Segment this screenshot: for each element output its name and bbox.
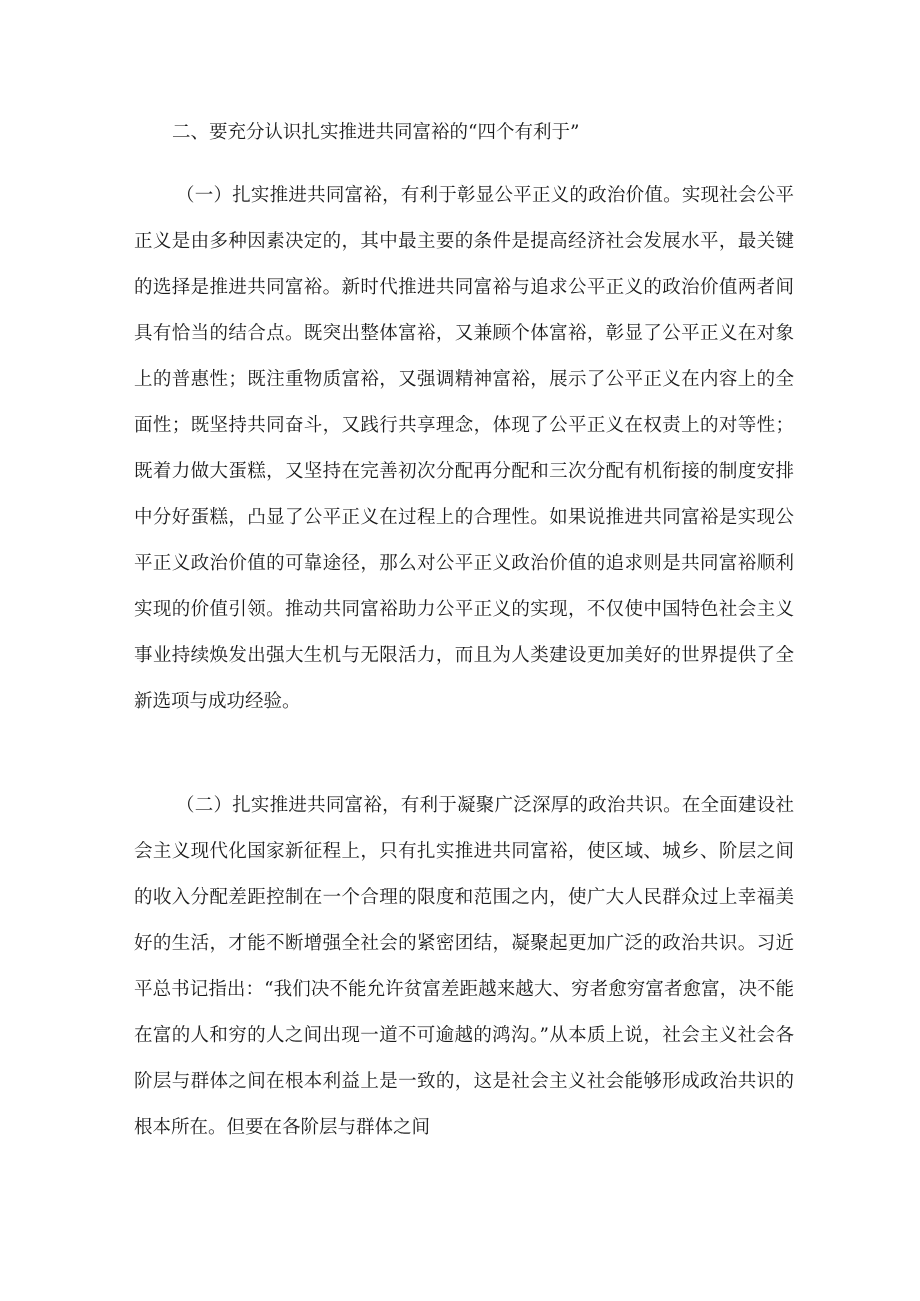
- paragraph-2: （二）扎实推进共同富裕，有利于凝聚广泛深厚的政治共识。在全面建设社会主义现代化国家新征程上，只有扎实推进共同富裕，使区域、城乡、阶层之间的收入分配差距控制在一个合理的限度和范围之内，使广大人民群众过上幸福美好的生活，才能不断增强全社会的紧密团结，凝聚起更加广泛的政治共识。习近平总书记指出：“我们决不能允许贫富差距越来越大、穷者愈穷富者愈富，决不能在富的人和穷的人之间出现一道不可逾越的鸿沟。”从本质上说，社会主义社会各阶层与群体之间在根本利益上是一致的，这是社会主义社会能够形成政治共识的根本所在。但要在各阶层与群体之间: [134, 795, 794, 1138]
- section-heading: 二、要充分认识扎实推进共同富裕的“四个有利于”: [172, 122, 580, 143]
- paragraph-1: （一）扎实推进共同富裕，有利于彰显公平正义的政治价值。实现社会公平正义是由多种因素决定的，其中最主要的条件是提高经济社会发展水平，最关键的选择是推进共同富裕。新时代推进共同富裕与追求公平正义的政治价值两者间具有恰当的结合点。既突出整体富裕，又兼顾个体富裕，彰显了公平正义在对象上的普惠性；既注重物质富裕，又强调精神富裕，展示了公平正义在内容上的全面性；既坚持共同奋斗，又践行共享理念，体现了公平正义在权责上的对等性；既着力做大蛋糕，又坚持在完善初次分配再分配和三次分配有机衔接的制度安排中分好蛋糕，凸显了公平正义在过程上的合理性。如果说推进共同富裕是实现公平正义政治价值的可靠途径，那么对公平正义政治价值的追求则是共同富裕顺利实现的价值引领。推动共同富裕助力公平正义的实现，不仅使中国特色社会主义事业持续焕发出强大生机与无限活力，而且为人类建设更加美好的世界提供了全新选项与成功经验。: [134, 185, 794, 712]
